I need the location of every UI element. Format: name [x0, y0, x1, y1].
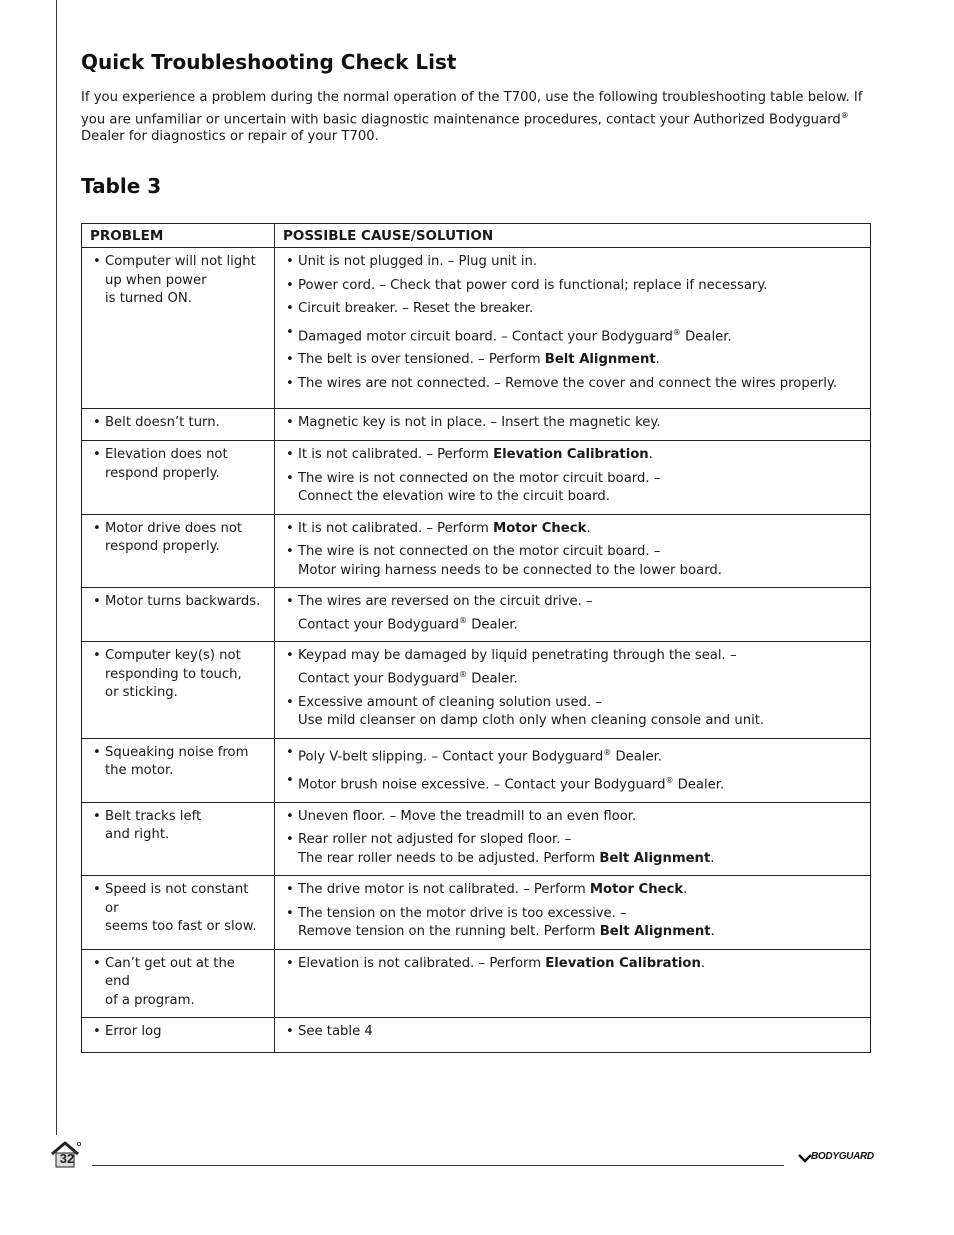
solution-cell: [275, 588, 871, 642]
problem-cell: [82, 588, 275, 642]
solution-item: [284, 324, 859, 347]
problem-text: respond properly.: [105, 539, 220, 554]
problem-text: seems too fast or slow.: [105, 919, 257, 935]
registered-mark: ®: [665, 775, 674, 785]
solution-text: Dealer.: [680, 328, 732, 344]
solution-text: Excessive amount of cleaning solution used. –: [298, 694, 602, 710]
solution-item: [284, 300, 859, 319]
solution-cell: [275, 1018, 871, 1053]
solution-text: Dealer.: [467, 671, 518, 687]
solution-cell: [275, 876, 871, 950]
solution-item: [284, 694, 859, 731]
problem-cell: [82, 409, 275, 441]
solution-text: Circuit breaker. – Reset the breaker.: [298, 301, 534, 316]
left-margin-rule: [56, 0, 57, 1135]
problem-item: [91, 1023, 263, 1042]
solution-item: [284, 772, 859, 795]
table-row: [82, 248, 871, 409]
solution-item: [284, 808, 859, 827]
solution-item: [284, 593, 859, 634]
problem-text: and right.: [105, 827, 170, 843]
procedure-name: Belt Alignment: [599, 850, 711, 866]
solution-text: .: [710, 924, 715, 940]
table-row: [82, 642, 871, 738]
problem-text: or sticking.: [105, 685, 178, 701]
solution-text: The wire is not connected on the motor circuit board. –: [298, 544, 661, 559]
solution-text: .: [648, 447, 653, 462]
solution-cell: [275, 409, 871, 441]
solution-item: [284, 647, 859, 688]
solution-item: [284, 543, 859, 580]
table-row: [82, 876, 871, 950]
solution-item: [284, 905, 859, 942]
problem-item: [91, 414, 263, 433]
problem-item: [91, 955, 263, 1011]
procedure-name: Motor Check: [589, 882, 684, 898]
table-heading: Table 3: [81, 174, 162, 198]
solution-text: Elevation is not calibrated. – Perform: [298, 955, 546, 971]
solution-item: [284, 253, 859, 272]
table-row: [82, 409, 871, 441]
problem-text: Belt doesn’t turn.: [105, 415, 220, 430]
solution-text: The wire is not connected on the motor circuit board. –: [298, 470, 661, 486]
solution-item: [284, 277, 859, 296]
solution-text: Dealer.: [611, 749, 662, 765]
solution-text: Dealer.: [673, 777, 725, 793]
solution-text: Damaged motor circuit board. – Contact your Bodyguard: [298, 328, 673, 344]
solution-text: The belt is over tensioned. – Perform: [298, 352, 545, 368]
registered-mark: ®: [603, 747, 612, 757]
table-row: [82, 738, 871, 802]
problem-text: Belt tracks left: [105, 808, 202, 824]
solution-cell: [275, 802, 871, 876]
problem-item: [91, 593, 263, 612]
page-number: 32: [59, 1151, 75, 1166]
solution-text: Uneven floor. – Move the treadmill to an even floor.: [298, 808, 637, 824]
solution-text: Motor brush noise excessive. – Contact your Bodyguard: [298, 777, 666, 793]
problem-text: the motor.: [105, 763, 174, 779]
solution-cell: [275, 642, 871, 738]
solution-item: [284, 470, 859, 507]
solution-item: [284, 520, 859, 539]
table-body: [82, 248, 871, 1053]
problem-item: [91, 253, 263, 309]
table-header-row: [82, 224, 871, 248]
solution-item: [284, 351, 859, 370]
header-problem: PROBLEM: [82, 224, 275, 248]
solution-text: Contact your Bodyguard: [298, 616, 460, 632]
solution-item: [284, 414, 859, 433]
problem-cell: [82, 738, 275, 802]
intro-text-after: Dealer for diagnostics or repair of your T700.: [81, 129, 379, 145]
solution-cell: [275, 949, 871, 1018]
problem-cell: [82, 1018, 275, 1053]
problem-cell: [82, 248, 275, 409]
solution-text: .: [700, 955, 706, 971]
solution-text: Use mild cleanser on damp cloth only when cleaning console and unit.: [298, 713, 765, 729]
problem-text: responding to touch,: [105, 666, 242, 682]
solution-item: [284, 375, 859, 394]
intro-paragraph: [81, 89, 871, 146]
solution-text: Unit is not plugged in. – Plug unit in.: [298, 254, 538, 269]
solution-text: It is not calibrated. – Perform: [298, 447, 494, 462]
registered-mark: ®: [459, 615, 468, 625]
solution-text: Connect the elevation wire to the circuit board.: [298, 489, 610, 504]
solution-item: [284, 446, 859, 465]
solution-cell: [275, 738, 871, 802]
solution-text: Remove tension on the running belt. Perform: [298, 924, 600, 940]
problem-text: Speed is not constant or: [105, 882, 249, 916]
problem-text: Computer key(s) not: [105, 648, 241, 664]
problem-text: Can’t get out at the end: [105, 955, 235, 990]
solution-text: .: [710, 850, 715, 866]
problem-cell: [82, 802, 275, 876]
intro-text-before: If you experience a problem during the normal operation of the T700, use the following troubleshooting table below. If you are unfamiliar or uncertain with basic diagnostic maintenance procedures, contact your Authorized Bodyguard: [81, 90, 863, 127]
solution-cell: [275, 514, 871, 588]
solution-text: The wires are reversed on the circuit drive. –: [298, 594, 593, 609]
solution-cell: [275, 441, 871, 515]
solution-text: Rear roller not adjusted for sloped floor. –: [298, 832, 572, 848]
solution-text: It is not calibrated. – Perform: [298, 520, 494, 536]
solution-item: [284, 744, 859, 767]
procedure-name: Belt Alignment: [599, 924, 711, 940]
solution-text: .: [683, 882, 688, 898]
solution-text: The tension on the motor drive is too excessive. –: [298, 905, 627, 921]
table-row: [82, 588, 871, 642]
problem-item: [91, 808, 263, 845]
solution-text: The wires are not connected. – Remove the cover and connect the wires properly.: [298, 375, 838, 391]
solution-text: The drive motor is not calibrated. – Perform: [298, 882, 590, 898]
problem-text: of a program.: [105, 992, 195, 1008]
solution-item: [284, 955, 859, 974]
problem-text: Elevation does not: [105, 447, 228, 462]
problem-text: Computer will not light: [105, 254, 256, 269]
problem-text: Motor turns backwards.: [105, 594, 261, 609]
problem-text: Squeaking noise from: [105, 744, 249, 760]
solution-text: Contact your Bodyguard: [298, 671, 460, 687]
problem-cell: [82, 876, 275, 950]
solution-text: Power cord. – Check that power cord is functional; replace if necessary.: [298, 277, 768, 293]
solution-text: Magnetic key is not in place. – Insert the magnetic key.: [298, 415, 661, 430]
registered-mark: ®: [840, 110, 849, 120]
solution-text: .: [586, 520, 591, 536]
footer-rule: [92, 1165, 784, 1166]
solution-text: Motor wiring harness needs to be connected to the lower board.: [298, 562, 722, 578]
problem-text: up when power: [105, 272, 207, 288]
solution-text: The rear roller needs to be adjusted. Perform: [298, 850, 600, 866]
problem-item: [91, 744, 263, 781]
table-row: [82, 1018, 871, 1053]
solution-text: Poly V-belt slipping. – Contact your Bodyguard: [298, 749, 604, 765]
problem-cell: [82, 441, 275, 515]
solution-cell: [275, 248, 871, 409]
procedure-name: Elevation Calibration: [493, 447, 649, 462]
table-row: [82, 949, 871, 1018]
problem-item: [91, 446, 263, 483]
troubleshooting-table: [81, 223, 871, 1053]
page-title: Quick Troubleshooting Check List: [81, 50, 457, 74]
problem-item: [91, 881, 263, 937]
solution-text: .: [655, 352, 660, 368]
problem-text: is turned ON.: [105, 291, 192, 306]
problem-cell: [82, 642, 275, 738]
problem-item: [91, 647, 263, 703]
solution-item: [284, 1023, 859, 1042]
brand-logo-text: BODYGUARD: [811, 1151, 874, 1162]
problem-cell: [82, 514, 275, 588]
solution-text: Keypad may be damaged by liquid penetrating through the seal. –: [298, 648, 737, 664]
procedure-name: Elevation Calibration: [545, 955, 701, 971]
problem-item: [91, 520, 263, 557]
registered-mark: ®: [459, 669, 468, 679]
table-row: [82, 514, 871, 588]
solution-text: See table 4: [298, 1024, 373, 1040]
problem-text: Error log: [105, 1024, 162, 1040]
problem-cell: [82, 949, 275, 1018]
header-solution: POSSIBLE CAUSE/SOLUTION: [275, 224, 871, 248]
solution-text: Dealer.: [467, 616, 518, 632]
problem-text: Motor drive does not: [105, 520, 243, 536]
procedure-name: Belt Alignment: [544, 352, 656, 368]
table-row: [82, 441, 871, 515]
procedure-name: Motor Check: [493, 520, 587, 536]
problem-text: respond properly.: [105, 465, 220, 481]
solution-item: [284, 881, 859, 900]
table-row: [82, 802, 871, 876]
solution-item: [284, 831, 859, 868]
registered-mark: ®: [672, 327, 681, 337]
